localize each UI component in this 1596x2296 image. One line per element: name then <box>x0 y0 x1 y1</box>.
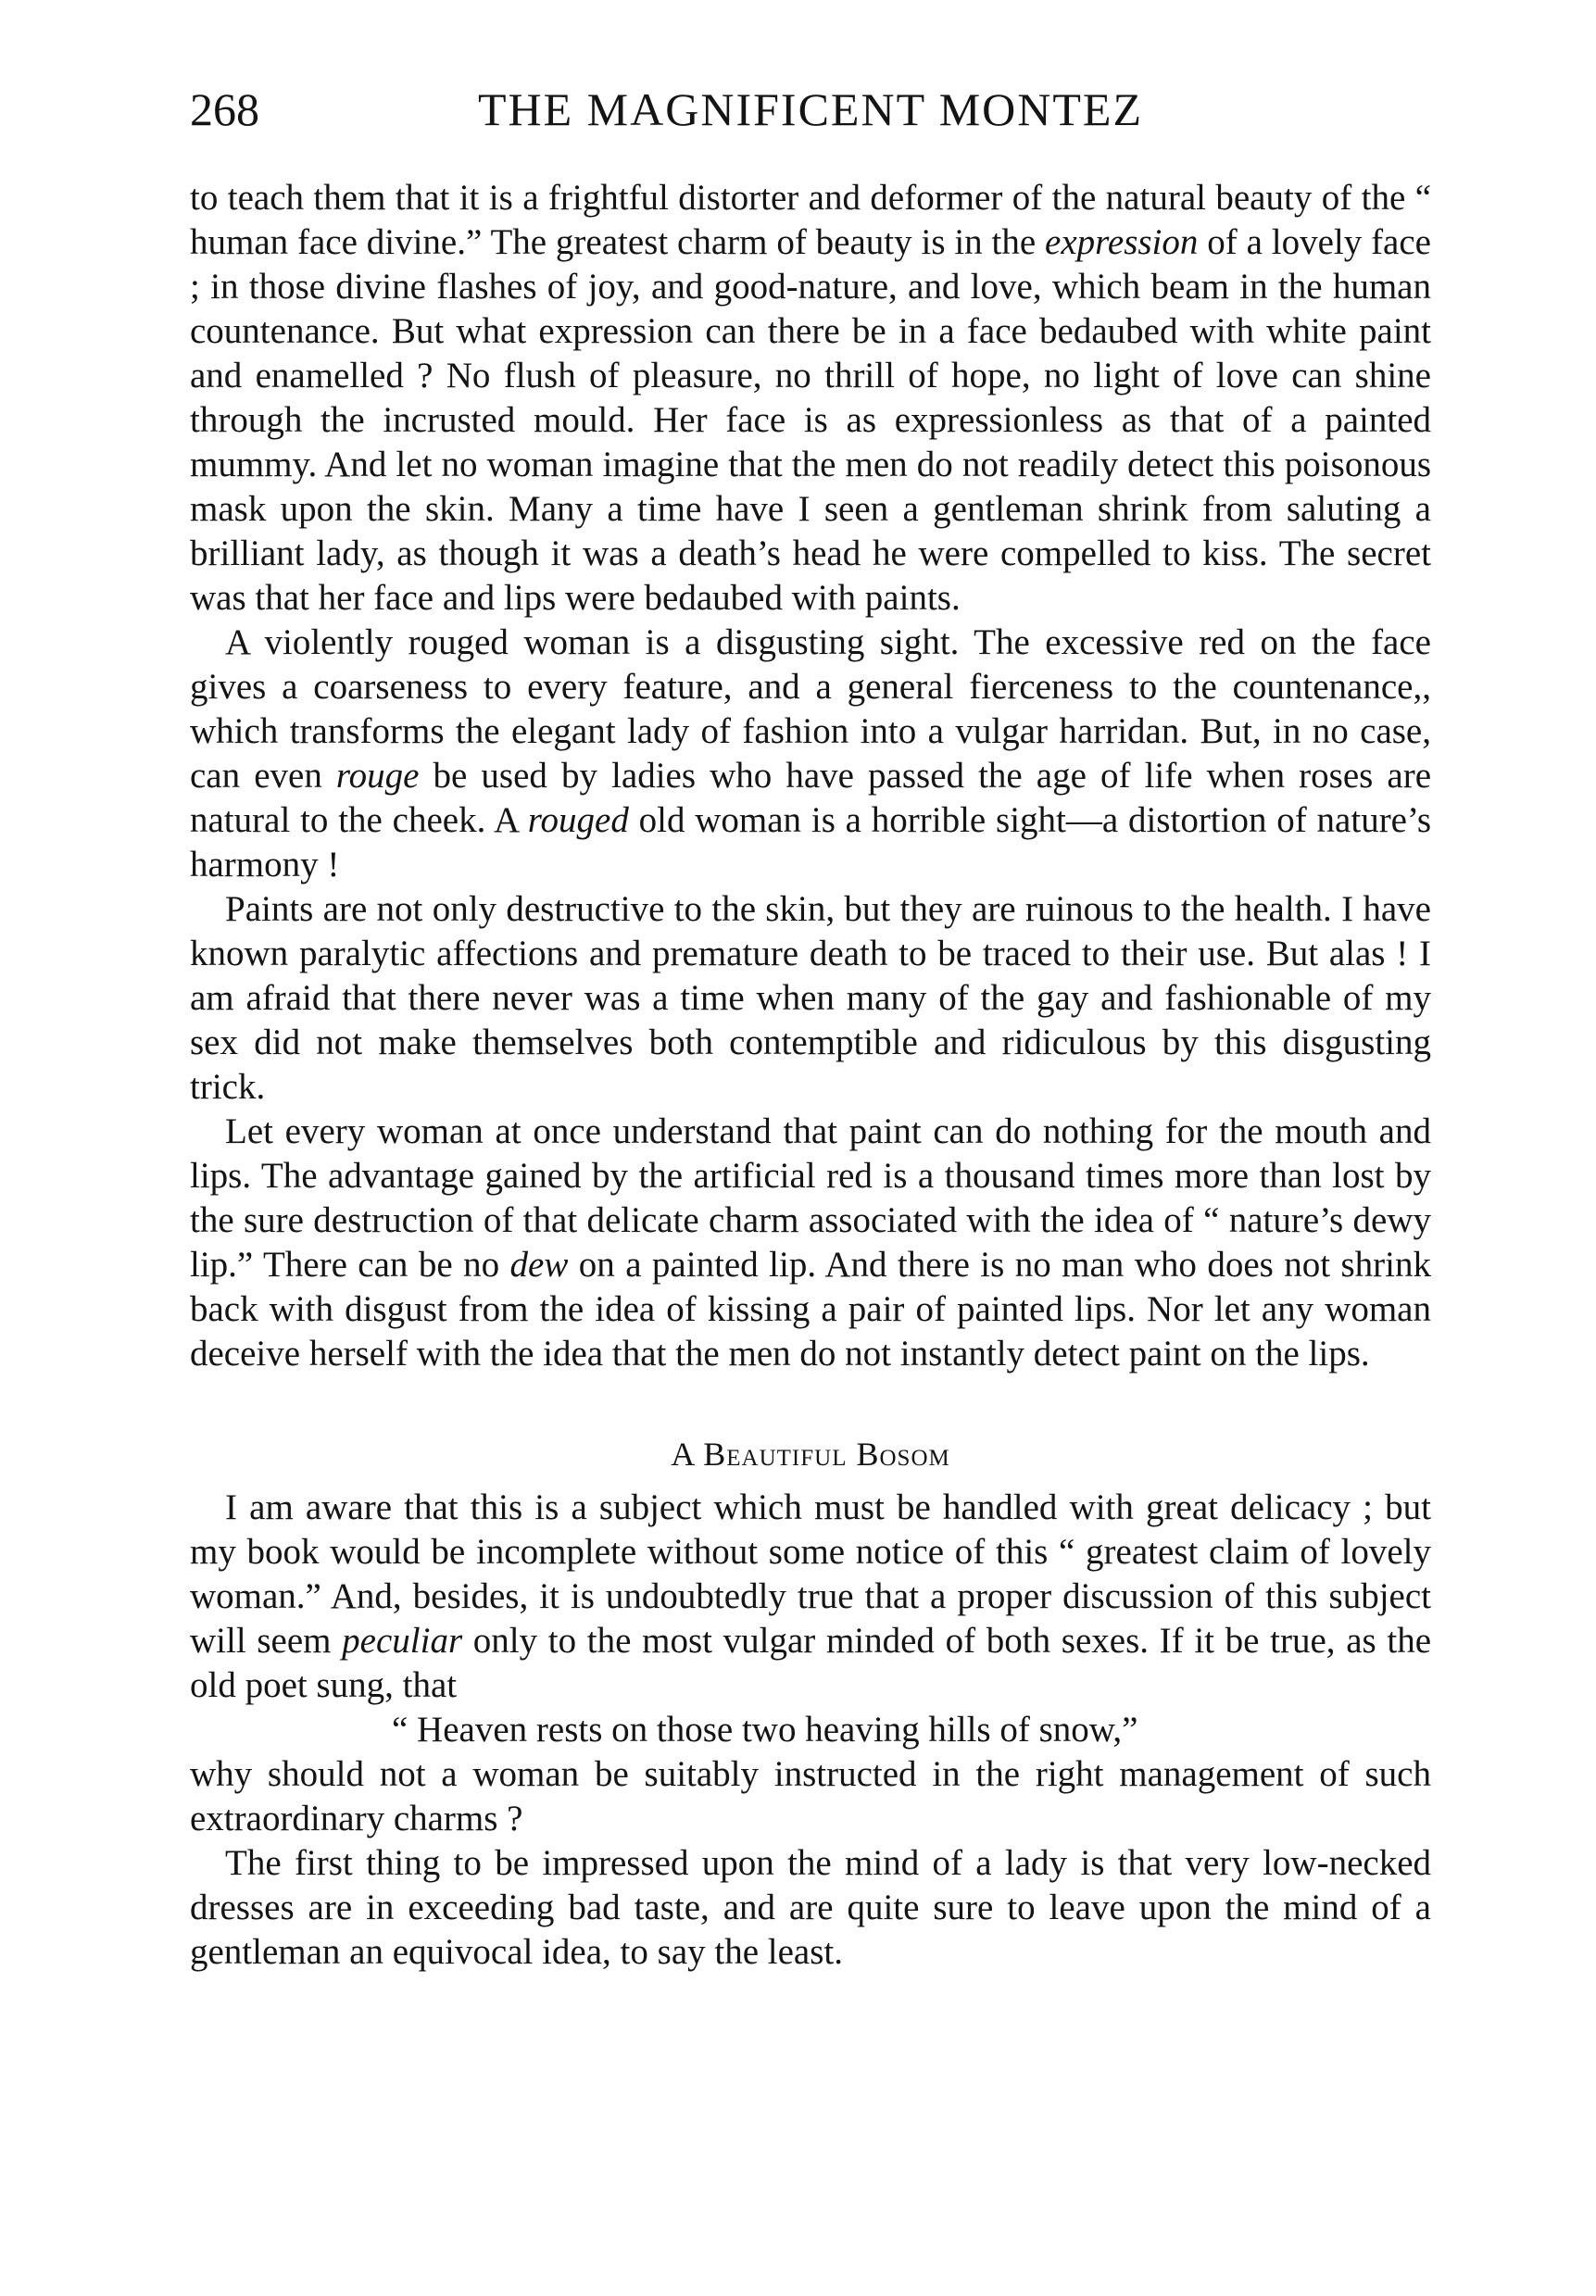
page-header <box>190 82 1431 156</box>
italic-rouged: rouged <box>527 800 629 840</box>
paragraph-1 <box>190 176 1431 621</box>
paragraph-5-text-a: I am aware that this is a subject which must be handled with great delicacy ; but my book would be incomplete without some notice of this “ greatest claim of lovely woman.” And, besides, it is undoubtedly true that a proper discussion of this subject will seem <box>190 1487 1431 1661</box>
paragraph-3: Paints are not only destructive to the skin, but they are ruinous to the health. I have known paralytic affections and premature death to be traced to their use. But alas ! I am afraid that there never was a time when many of the gay and fashionable of my sex did not make themselves both contemptible and ridiculous by this disgusting trick. <box>190 889 1431 1107</box>
body-text <box>190 176 1431 1975</box>
paragraph-5-text-b: only to the most vulgar minded of both sexes. If it be true, as the old poet sung, that <box>190 1621 1431 1705</box>
running-head: THE MAGNIFICENT MONTEZ <box>477 83 1144 135</box>
paragraph-4 <box>190 1110 1431 1376</box>
paragraph-2 <box>190 621 1431 887</box>
section-heading: A Beautiful Bosom <box>671 1436 950 1473</box>
paragraph-2-text-c: old woman is a horrible sight—a distortion of nature’s harmony ! <box>190 800 1432 885</box>
page-number: 268 <box>190 83 259 135</box>
paragraph-1-text-a: to teach them that it is a frightful distorter and deformer of the natural beauty of the “ human face divine.” The greatest charm of beauty is in the <box>190 178 1431 262</box>
paragraph-7: The first thing to be impressed upon the mind of a lady is that very low-necked dresses are in exceeding bad taste, and are quite sure to leave upon the mind of a gentleman an equivocal idea, to say the least. <box>190 1843 1431 1972</box>
italic-dew: dew <box>509 1245 569 1285</box>
paragraph-2-text-b: be used by ladies who have passed the age of life when roses are natural to the cheek. A <box>190 756 1431 840</box>
paragraph-4-text-a: Let every woman at once understand that paint can do nothing for the mouth and lips. The advantage gained by the artificial red is a thousand times more than lost by the sure destruction of that delicate charm associated with the idea of “ nature’s dewy lip.” There can be no <box>190 1111 1431 1285</box>
paragraph-6: why should not a woman be suitably instructed in the right management of such extraordinary charms ? <box>190 1754 1431 1838</box>
italic-expression: expression <box>1045 222 1199 262</box>
paragraph-5 <box>190 1486 1431 1708</box>
paragraph-1-text-b: of a lovely face ; in those divine flashes of joy, and good-nature, and love, which beam in the human countenance. But what expression can there be in a face bedaubed with white paint and enamelled ? No flush of pleasure, no thrill of hope, no light of love can shine through the incrusted mould. Her face is as expressionless as that of a painted mummy. And let no woman imagine that the men do not readily detect this poisonous mask upon the skin. Many a time have I seen a gentleman shrink from saluting a brilliant lady, as though it was a death’s head he were compelled to kiss. The secret was that her face and lips were bedaubed with paints. <box>190 222 1431 618</box>
paragraph-2-text-a: A violently rouged woman is a disgusting sight. The excessive red on the face gives a coarseness to every feature, and a general fierceness to the countenance,, which transforms the elegant lady of fashion into a vulgar harridan. But, in no case, can even <box>190 622 1431 796</box>
paragraph-4-text-b: on a painted lip. And there is no man who does not shrink back with disgust from the idea of kissing a pair of painted lips. Nor let any woman deceive herself with the idea that the men do not instantly detect paint on the lips. <box>190 1245 1431 1374</box>
italic-peculiar: peculiar <box>342 1621 463 1661</box>
verse-quote: “ Heaven rests on those two heaving hills of snow,” <box>392 1710 1138 1750</box>
italic-rouge: rouge <box>335 756 420 796</box>
